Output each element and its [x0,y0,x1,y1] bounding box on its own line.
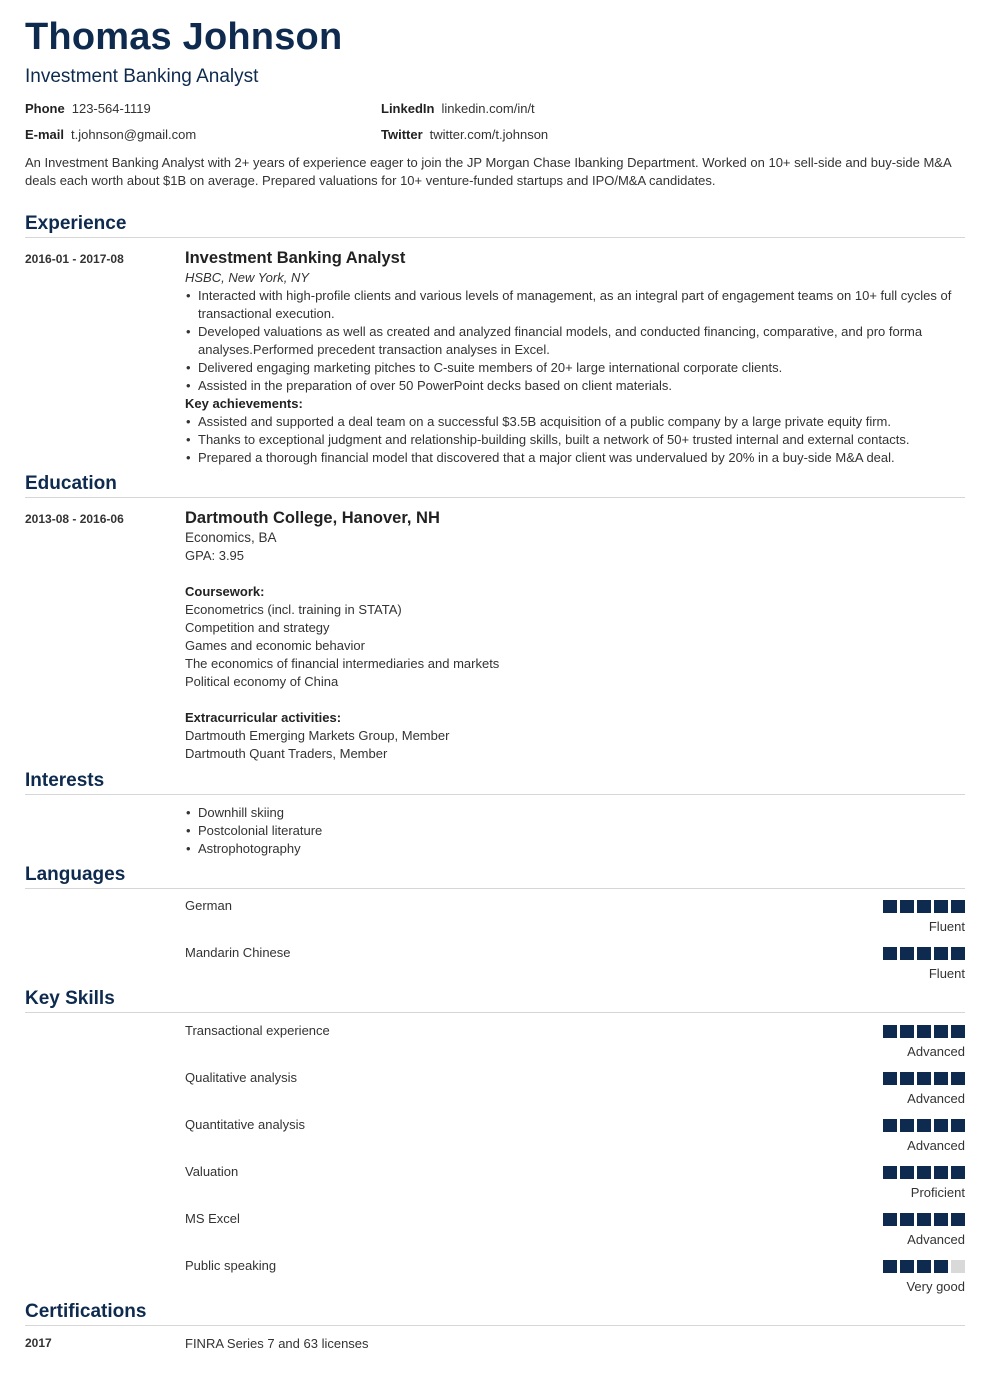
skill-rating-boxes [883,1119,965,1132]
skill-name: Transactional experience [185,1023,330,1038]
rating-box-filled [883,1260,897,1273]
rating-box-filled [917,1119,931,1132]
phone-label: Phone [25,101,65,116]
candidate-title: Investment Banking Analyst [25,66,259,87]
language-level: Fluent [928,966,965,981]
rating-box-filled [883,1119,897,1132]
rating-box-filled [934,1166,948,1179]
email-value: t.johnson@gmail.com [71,127,197,142]
skill-level: Advanced [907,1138,965,1153]
skill-rating-boxes [883,1260,965,1273]
language-name: German [185,898,232,913]
phone-value: 123-564-1119 [71,101,151,116]
skill-row [185,1117,965,1157]
rating-box-filled [900,1213,914,1226]
skill-level: Advanced [907,1232,965,1247]
rating-box-filled [900,1072,914,1085]
list-item: • Developed valuations as well as created and analyzed financial models, and conducted financing, comparative, and pro forma analyses.Performed precedent transaction analyses in Excel. [185,323,965,359]
contact-phone [25,101,151,116]
experience-title: Investment Banking Analyst [185,249,406,267]
skill-name: Qualitative analysis [185,1070,297,1085]
experience-entry [185,247,965,467]
twitter-value: twitter.com/t.johnson [429,127,549,142]
education-dates: 2013-08 - 2016-06 [25,512,124,526]
rating-box-filled [900,1260,914,1273]
language-row [185,898,965,938]
rating-box-filled [900,1166,914,1179]
rating-box-filled [917,900,931,913]
rating-box-filled [917,1213,931,1226]
skill-level: Advanced [907,1091,965,1106]
rating-box-filled [900,1025,914,1038]
rating-box-filled [883,947,897,960]
rating-box-filled [951,1166,965,1179]
skill-rating-boxes [883,1166,965,1179]
rating-box-filled [951,1025,965,1038]
language-rating-boxes [883,947,965,960]
skill-row [185,1211,965,1251]
skill-row [185,1070,965,1110]
rating-box-filled [917,1025,931,1038]
rating-box-filled [934,1213,948,1226]
rating-box-filled [934,1025,948,1038]
rating-box-filled [883,900,897,913]
rating-box-filled [883,1072,897,1085]
certification-name: FINRA Series 7 and 63 licenses [185,1336,369,1351]
experience-company: HSBC, New York, NY [185,270,310,285]
coursework-item: Competition and strategy [185,620,330,635]
coursework-item: Political economy of China [185,674,339,689]
skill-level: Proficient [910,1185,965,1200]
achievements-bullets [185,413,965,467]
rating-box-filled [934,1072,948,1085]
rating-box-filled [951,1213,965,1226]
rating-box-filled [883,1213,897,1226]
email-label: E-mail [25,127,65,142]
rating-box-filled [934,1260,948,1273]
skill-rating-boxes [883,1072,965,1085]
extracurricular-item: Dartmouth Emerging Markets Group, Member [185,728,450,743]
coursework-item: Games and economic behavior [185,638,365,653]
education-degree: Economics, BA [185,530,277,545]
certification-year: 2017 [25,1336,52,1350]
rating-box-filled [883,1025,897,1038]
extracurricular-item: Dartmouth Quant Traders, Member [185,746,388,761]
list-item: • Assisted and supported a deal team on a successful $3.5B acquisition of a public company by a large private equity firm. [185,413,965,431]
rating-box-filled [900,947,914,960]
rating-box-filled [951,1119,965,1132]
rating-box-filled [917,1072,931,1085]
contact-linkedin [381,101,535,116]
twitter-label: Twitter [381,127,423,142]
section-heading-certifications: Certifications [25,1301,965,1326]
contact-twitter [381,127,548,142]
skill-rating-boxes [883,1025,965,1038]
experience-bullets [185,287,965,395]
summary-text: An Investment Banking Analyst with 2+ years of experience eager to join the JP Morgan Chase Ibanking Department. Worked on 10+ sell-side and buy-side M&A deals each worth about $1B on average. Prepared valuations for 10+ venture-funded startups and IPO/M&A candidates. [25,155,951,188]
skill-name: MS Excel [185,1211,240,1226]
skill-name: Valuation [185,1164,239,1179]
linkedin-label: LinkedIn [381,101,435,116]
language-rating-boxes [883,900,965,913]
list-item: • Postcolonial literature [185,822,965,840]
rating-box-filled [951,947,965,960]
skill-rating-boxes [883,1213,965,1226]
list-item: • Interacted with high-profile clients and various levels of management, as an integral part of engagement teams on 10+ full cycles of transactional execution. [185,287,965,323]
coursework-item: The economics of financial intermediaries and markets [185,656,500,671]
list-item: • Assisted in the preparation of over 50 PowerPoint decks based on client materials. [185,377,965,395]
extracurricular-label: Extracurricular activities: [185,710,342,725]
skill-name: Quantitative analysis [185,1117,305,1132]
experience-dates: 2016-01 - 2017-08 [25,252,124,266]
rating-box-filled [951,900,965,913]
list-item: • Prepared a thorough financial model that discovered that a major client was undervalued by 20% in a buy-side M&A deal. [185,449,965,467]
language-name: Mandarin Chinese [185,945,291,960]
rating-box-filled [934,947,948,960]
interests-list [185,804,965,858]
rating-box-filled [900,1119,914,1132]
rating-box-filled [934,1119,948,1132]
coursework-item: Econometrics (incl. training in STATA) [185,602,402,617]
skill-row [185,1023,965,1063]
rating-box-empty [951,1260,965,1273]
rating-box-filled [934,900,948,913]
achievements-label: Key achievements: [185,396,303,411]
skill-level: Advanced [907,1044,965,1059]
contact-email [25,127,196,142]
linkedin-value: linkedin.com/in/t [441,101,535,116]
rating-box-filled [917,947,931,960]
section-heading-skills: Key Skills [25,988,965,1013]
education-entry [185,507,965,763]
rating-box-filled [900,900,914,913]
candidate-name: Thomas Johnson [25,16,343,58]
education-school: Dartmouth College, Hanover, NH [185,509,440,527]
rating-box-filled [951,1072,965,1085]
coursework-label: Coursework: [185,584,265,599]
list-item: • Downhill skiing [185,804,965,822]
section-heading-languages: Languages [25,864,965,889]
education-gpa: GPA: 3.95 [185,548,245,563]
skill-level: Very good [906,1279,965,1294]
section-heading-experience: Experience [25,213,965,238]
section-heading-education: Education [25,473,965,498]
rating-box-filled [917,1166,931,1179]
list-item: • Thanks to exceptional judgment and relationship-building skills, built a network of 50+ trusted internal and external contacts. [185,431,965,449]
list-item: • Delivered engaging marketing pitches to C-suite members of 20+ large international corporate clients. [185,359,965,377]
rating-box-filled [883,1166,897,1179]
language-level: Fluent [928,919,965,934]
section-heading-interests: Interests [25,770,965,795]
rating-box-filled [917,1260,931,1273]
list-item: • Astrophotography [185,840,965,858]
skill-name: Public speaking [185,1258,277,1273]
skill-row [185,1164,965,1204]
language-row [185,945,965,985]
skill-row [185,1258,965,1298]
